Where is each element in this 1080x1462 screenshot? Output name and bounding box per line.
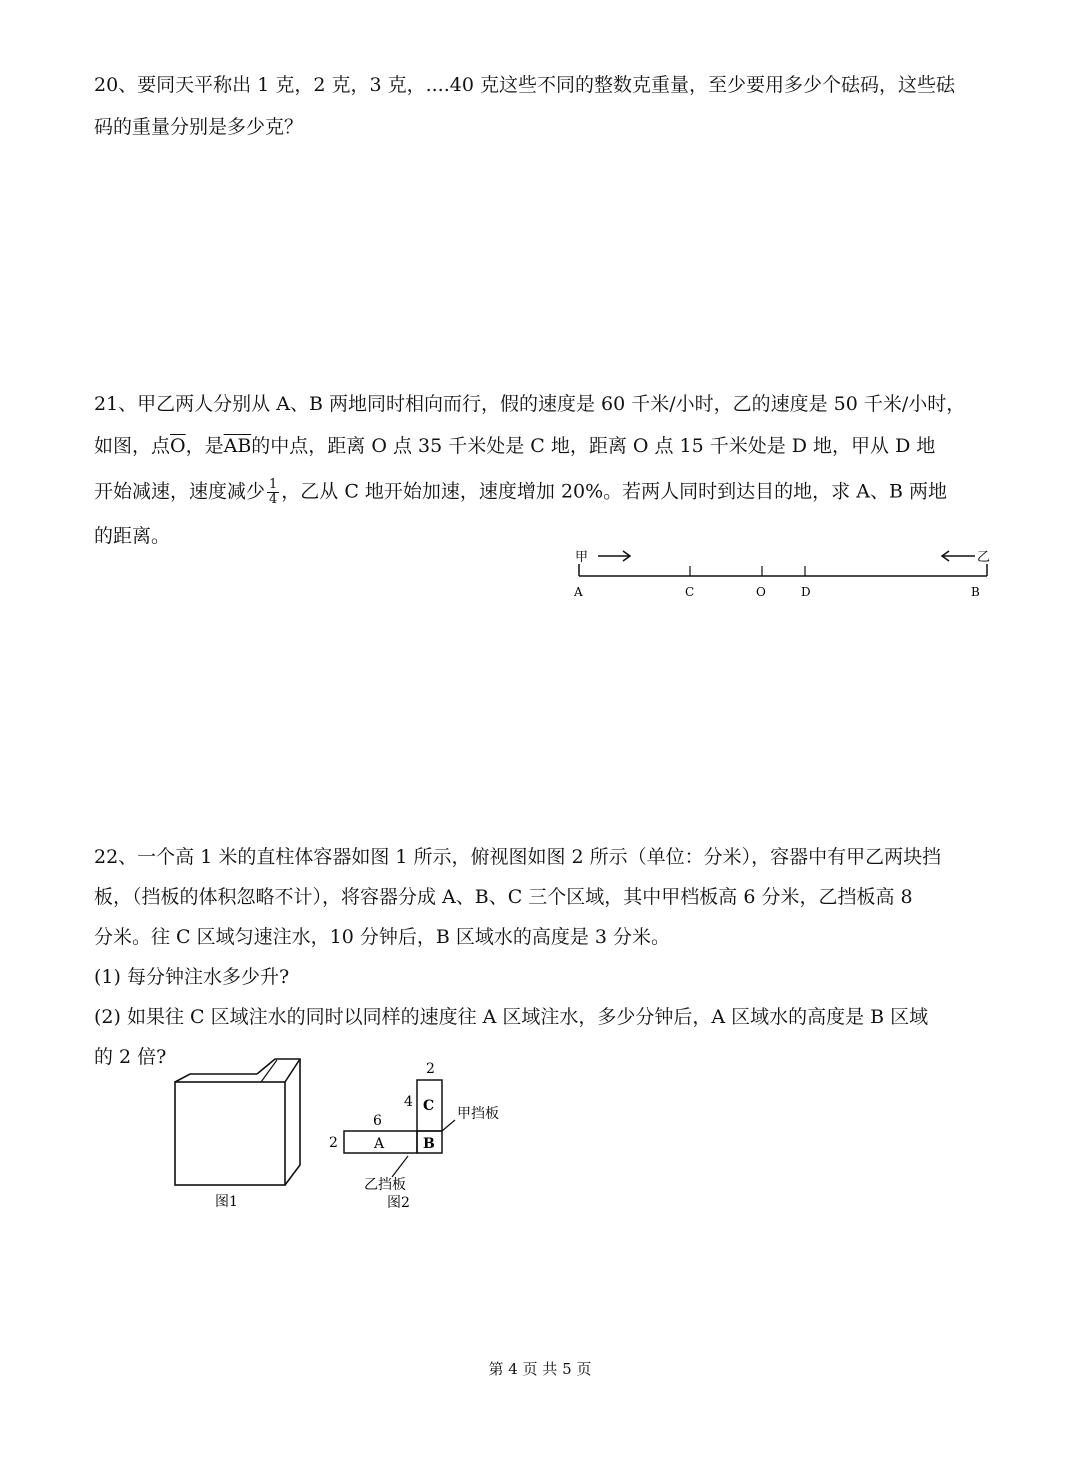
yi-label: 乙 xyxy=(977,550,991,565)
q21-line-2 xyxy=(94,434,935,458)
yi-board-label: 乙挡板 xyxy=(364,1177,406,1193)
point-a-label: A xyxy=(574,585,583,599)
point-o-diagram-label: O xyxy=(756,585,766,599)
fraction-one-quarter xyxy=(267,478,279,507)
container-top-right-edge xyxy=(285,1059,300,1082)
figure-2-caption: 图2 xyxy=(387,1195,410,1211)
q21-line-3-pre: 开始减速，速度减少 xyxy=(94,480,266,503)
point-d-label: D xyxy=(801,585,811,599)
q22-sub-2-line-1: (2) 如果往 C 区域注水的同时以同样的速度往 A 区域注水，多少分钟后，A 区域水的高度是 B 区域 xyxy=(94,1006,929,1028)
region-c-label: C xyxy=(423,1098,435,1114)
segment-ab-label: $\overline{AB}$ xyxy=(223,435,252,457)
point-b-label: B xyxy=(971,585,980,599)
q21-line-1: 21、甲乙两人分别从 A、B 两地同时相向而行，假的速度是 60 千米/小时，乙的速度是 50 千米/小时， xyxy=(94,393,966,415)
dim-2-left: 2 xyxy=(329,1135,338,1151)
q22-line-2: 板，（挡板的体积忽略不计），将容器分成 A、B、C 三个区域，其中甲档板高 6 分米，乙挡板高 8 xyxy=(94,886,913,908)
number-line-diagram xyxy=(560,538,1000,608)
q22-sub-1: (1) 每分钟注水多少升? xyxy=(94,966,290,988)
q20-line-2: 码的重量分别是多少克？ xyxy=(94,116,304,138)
q21-line-2-pre: 如图，点 xyxy=(94,435,171,457)
q21-line-3-post: ，乙从 C 地开始加速，速度增加 20%。若两人同时到达目的地，求 A、B 两地 xyxy=(281,480,947,503)
figure-1-container xyxy=(165,1052,315,1212)
dim-6: 6 xyxy=(373,1113,382,1129)
page-number-footer: 第 4 页 共 5 页 xyxy=(488,1360,592,1378)
fraction-numerator: 1 xyxy=(269,477,278,492)
jia-board-label: 甲挡板 xyxy=(457,1106,499,1122)
q22-line-1: 22、一个高 1 米的直柱体容器如图 1 所示，俯视图如图 2 所示（单位：分米），容器中有甲乙两块挡 xyxy=(94,846,942,868)
figure-2-top-view xyxy=(320,1052,530,1212)
q22-line-3: 分米。往 C 区域匀速注水，10 分钟后，B 区域水的高度是 3 分米。 xyxy=(94,926,671,948)
container-front-face xyxy=(175,1082,285,1185)
region-a-label: A xyxy=(374,1136,385,1152)
region-b-label: B xyxy=(423,1136,435,1152)
jia-label: 甲 xyxy=(575,550,589,565)
q21-line-2-post: 的中点，距离 O 点 35 千米处是 C 地，距离 O 点 15 千米处是 D 地，甲从 D 地 xyxy=(251,435,936,457)
q21-line-4: 的距离。 xyxy=(94,525,171,547)
yi-board-pointer xyxy=(392,1156,408,1177)
fraction-denominator: 4 xyxy=(269,492,278,507)
q21-line-2-mid: ，是 xyxy=(185,435,224,457)
dim-2-top: 2 xyxy=(426,1061,435,1077)
jia-board-pointer xyxy=(442,1120,455,1131)
q20-line-1: 20、要同天平称出 1 克，2 克，3 克，....40 克这些不同的整数克重量，至少要用多少个砝码，这些砝 xyxy=(94,74,955,96)
left-arrow-icon xyxy=(942,551,975,561)
dim-4: 4 xyxy=(404,1094,413,1110)
q22-sub-2-line-2: 的 2 倍? xyxy=(94,1046,167,1068)
right-arrow-icon xyxy=(598,551,630,561)
q21-line-3 xyxy=(94,478,947,507)
point-o-label: $\overline{O}$ xyxy=(170,435,186,457)
point-c-label: C xyxy=(685,585,695,599)
figure-1-caption: 图1 xyxy=(215,1194,238,1210)
container-top-left-edge xyxy=(175,1074,257,1082)
